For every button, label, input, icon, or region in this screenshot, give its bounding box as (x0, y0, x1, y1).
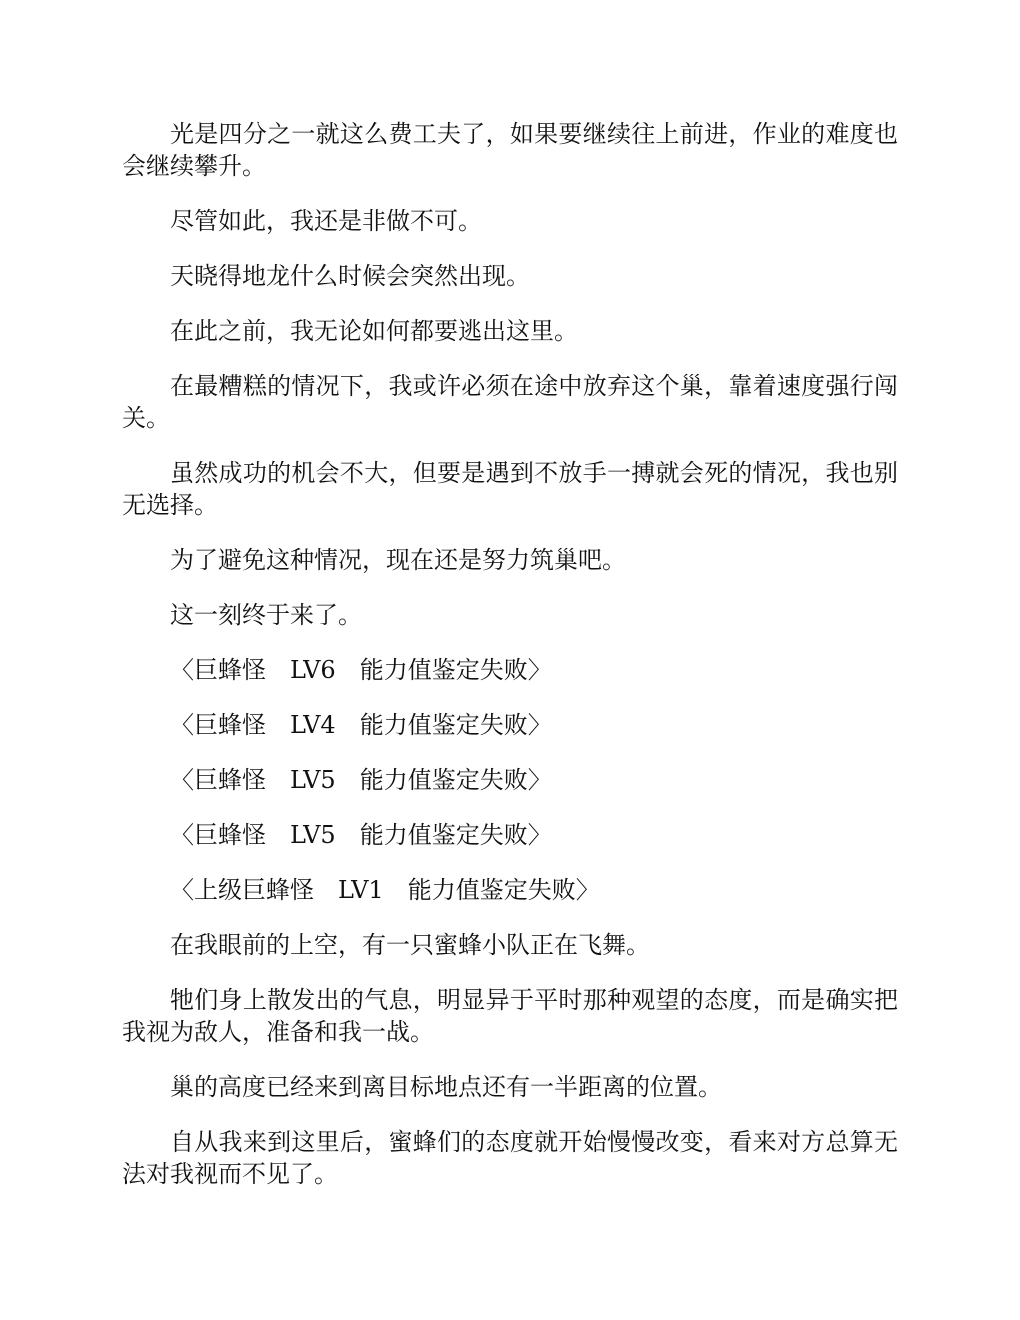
paragraph: 光是四分之一就这么费工夫了，如果要继续往上前进，作业的难度也会继续攀升。 (122, 120, 898, 180)
paragraph: 虽然成功的机会不大，但要是遇到不放手一搏就会死的情况，我也别无选择。 (122, 459, 898, 519)
paragraph: 在最糟糕的情况下，我或许必须在途中放弃这个巢，靠着速度强行闯关。 (122, 372, 898, 432)
paragraph: 天晓得地龙什么时候会突然出现。 (170, 262, 530, 290)
paragraph: 为了避免这种情况，现在还是努力筑巢吧。 (170, 546, 626, 574)
status-message: 〈上级巨蜂怪 LV1 能力值鉴定失败〉 (170, 876, 600, 904)
status-message: 〈巨蜂怪 LV6 能力值鉴定失败〉 (170, 656, 552, 684)
status-message: 〈巨蜂怪 LV5 能力值鉴定失败〉 (170, 766, 552, 794)
document-page (122, 118, 898, 1213)
paragraph: 在此之前，我无论如何都要逃出这里。 (170, 317, 578, 345)
paragraph: 牠们身上散发出的气息，明显异于平时那种观望的态度，而是确实把我视为敌人，准备和我一战。 (122, 986, 898, 1046)
paragraph: 在我眼前的上空，有一只蜜蜂小队正在飞舞。 (170, 931, 650, 959)
status-message: 〈巨蜂怪 LV4 能力值鉴定失败〉 (170, 711, 552, 739)
paragraph: 尽管如此，我还是非做不可。 (170, 207, 482, 235)
paragraph: 巢的高度已经来到离目标地点还有一半距离的位置。 (170, 1073, 722, 1101)
paragraph: 这一刻终于来了。 (170, 601, 362, 629)
status-message: 〈巨蜂怪 LV5 能力值鉴定失败〉 (170, 821, 552, 849)
paragraph: 自从我来到这里后，蜜蜂们的态度就开始慢慢改变，看来对方总算无法对我视而不见了。 (122, 1128, 898, 1188)
